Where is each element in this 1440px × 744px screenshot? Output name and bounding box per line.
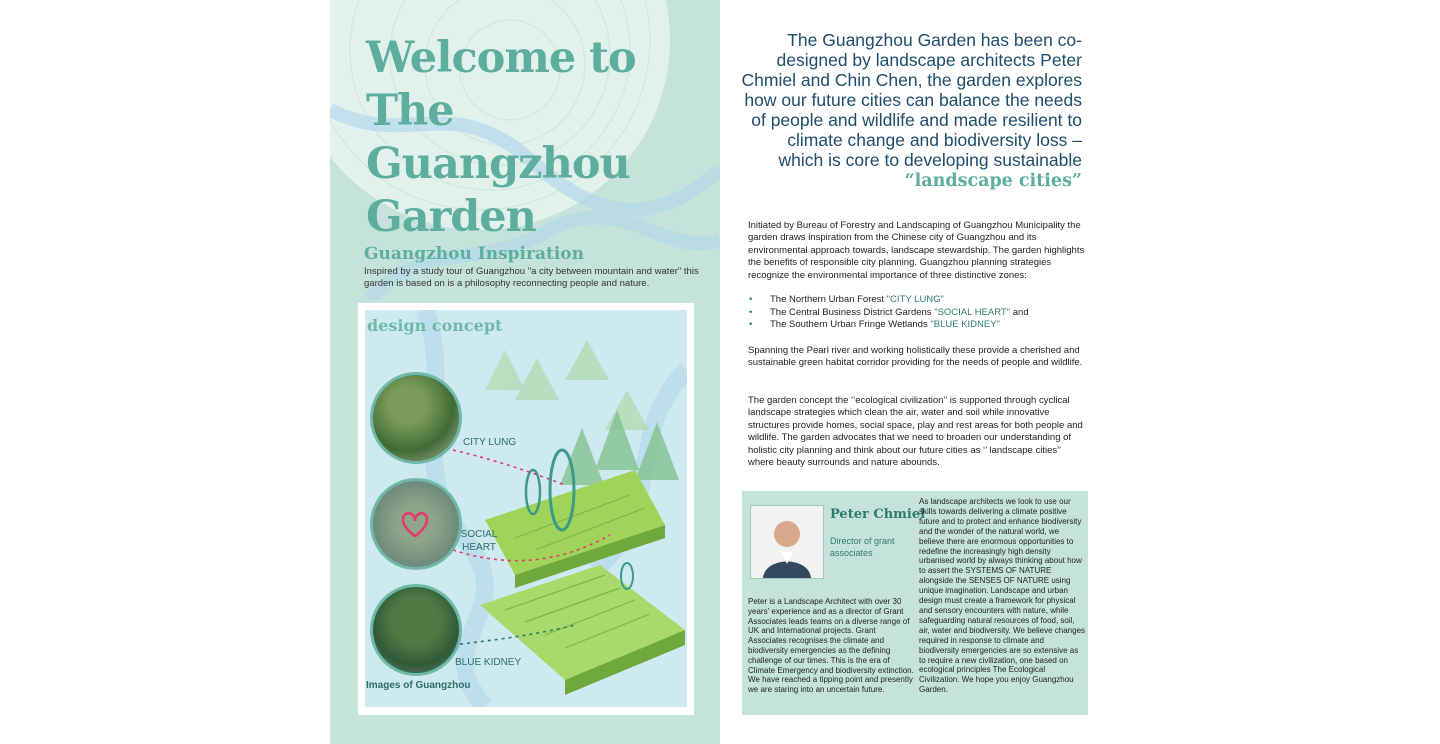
social-heart-photo bbox=[370, 478, 462, 570]
blue-kidney-photo bbox=[370, 584, 462, 676]
corridor-paragraph: Spanning the Pearl river and working holistically these provide a cherished and sustainable green habitat corridor providing for the needs of people and wildlife. bbox=[748, 345, 1083, 369]
lead-statement: The Guangzhou Garden has been co-designed by landscape architects Peter Chmiel and Chin Chen, the garden explores how our future cities can balance the needs of people and wildlife and made resilient to climate change and biodiversity loss – which is core to developing sustainable “landscape cities” bbox=[741, 30, 1082, 191]
profile-message: As landscape architects we look to use our skills towards delivering a climate positive future and to protect and enhance biodiversity and the wonder of the natural world, we believe there are enormous opportunities to redefine the increasingly high density urbanised world by always thinking about how to assert the SYSTEMS OF NATURE alongside the SENSES OF NATURE using unique imagination. Landscape and urban design must create a framework for physical and sensory encounters with nature, while safeguarding natural resources of food, soil, air, water and biodiversity. We believe changes required in response to climate and biodiversity emergencies are so extensive as to require a new civilization, one based on ecological principles The Ecological Civilization. We hope you enjoy Guangzhou Garden. bbox=[919, 497, 1086, 695]
design-concept-heading: design concept bbox=[367, 316, 503, 335]
design-concept-card bbox=[365, 310, 687, 707]
portrait-photo bbox=[750, 505, 824, 579]
city-lung-photo bbox=[370, 372, 462, 464]
list-item: • The Northern Urban Forest "CITY LUNG" bbox=[748, 294, 1088, 307]
inspiration-text: Inspired by a study tour of Guangzhou "a city between mountain and water" this garden is based on is a philosophy reconnecting people and nature. bbox=[364, 266, 699, 289]
profile-name: Peter Chmiel bbox=[830, 507, 926, 522]
page-title: Welcome to The Guangzhou Garden bbox=[366, 33, 636, 242]
profile-role: Director of grant associates bbox=[830, 536, 895, 558]
zone-label-social-heart: SOCIAL HEART bbox=[460, 529, 498, 553]
zone-label-city-lung: CITY LUNG bbox=[463, 437, 517, 448]
list-item: • The Southern Urban Fringe Wetlands "BLUE KIDNEY" bbox=[748, 319, 1088, 332]
profile-box bbox=[742, 491, 1088, 715]
intro-paragraph: Initiated by Bureau of Forestry and Landscaping of Guangzhou Municipality the garden draws inspiration from the Chinese city of Guangzhou and its environmental approach towards, landscape stewardship. The garden highlights the benefits of responsible city planning. Guangzhou planning strategies recognize the environmental importance of three distinctive zones: bbox=[748, 220, 1085, 281]
concept-paragraph: The garden concept the ‘’ecological civilization’’ is supported through cyclical landscape strategies which clean the air, water and soil while innovative structures provide homes, social space, play and rest areas for both people and wildlife. The garden advocates that we need to broaden our understanding of holistic city planning and think about our future cities as ‘’ landscape cities’’ where beauty surrounds and nature abounds. bbox=[748, 395, 1083, 469]
images-caption: Images of Guangzhou bbox=[366, 680, 471, 691]
person-icon bbox=[751, 506, 823, 578]
profile-bio: Peter is a Landscape Architect with over 30 years' experience and as a director of Grant Associates leads teams on a diverse range of UK and International projects. Grant Associates recognises the climate and biodiversity emergencies as the defining challenge of our times. This is the era of Climate Emergency and biodiversity extinction. We have reached a tipping point and presently we are staring into an uncertain future. bbox=[748, 597, 914, 695]
inspiration-heading: Guangzhou Inspiration bbox=[364, 244, 584, 264]
heart-icon bbox=[373, 481, 459, 567]
cover-panel bbox=[330, 0, 720, 744]
zones-list bbox=[748, 294, 1088, 332]
list-item: • The Central Business District Gardens "SOCIAL HEART" and bbox=[748, 307, 1088, 320]
zone-label-blue-kidney: BLUE KIDNEY bbox=[455, 657, 522, 668]
